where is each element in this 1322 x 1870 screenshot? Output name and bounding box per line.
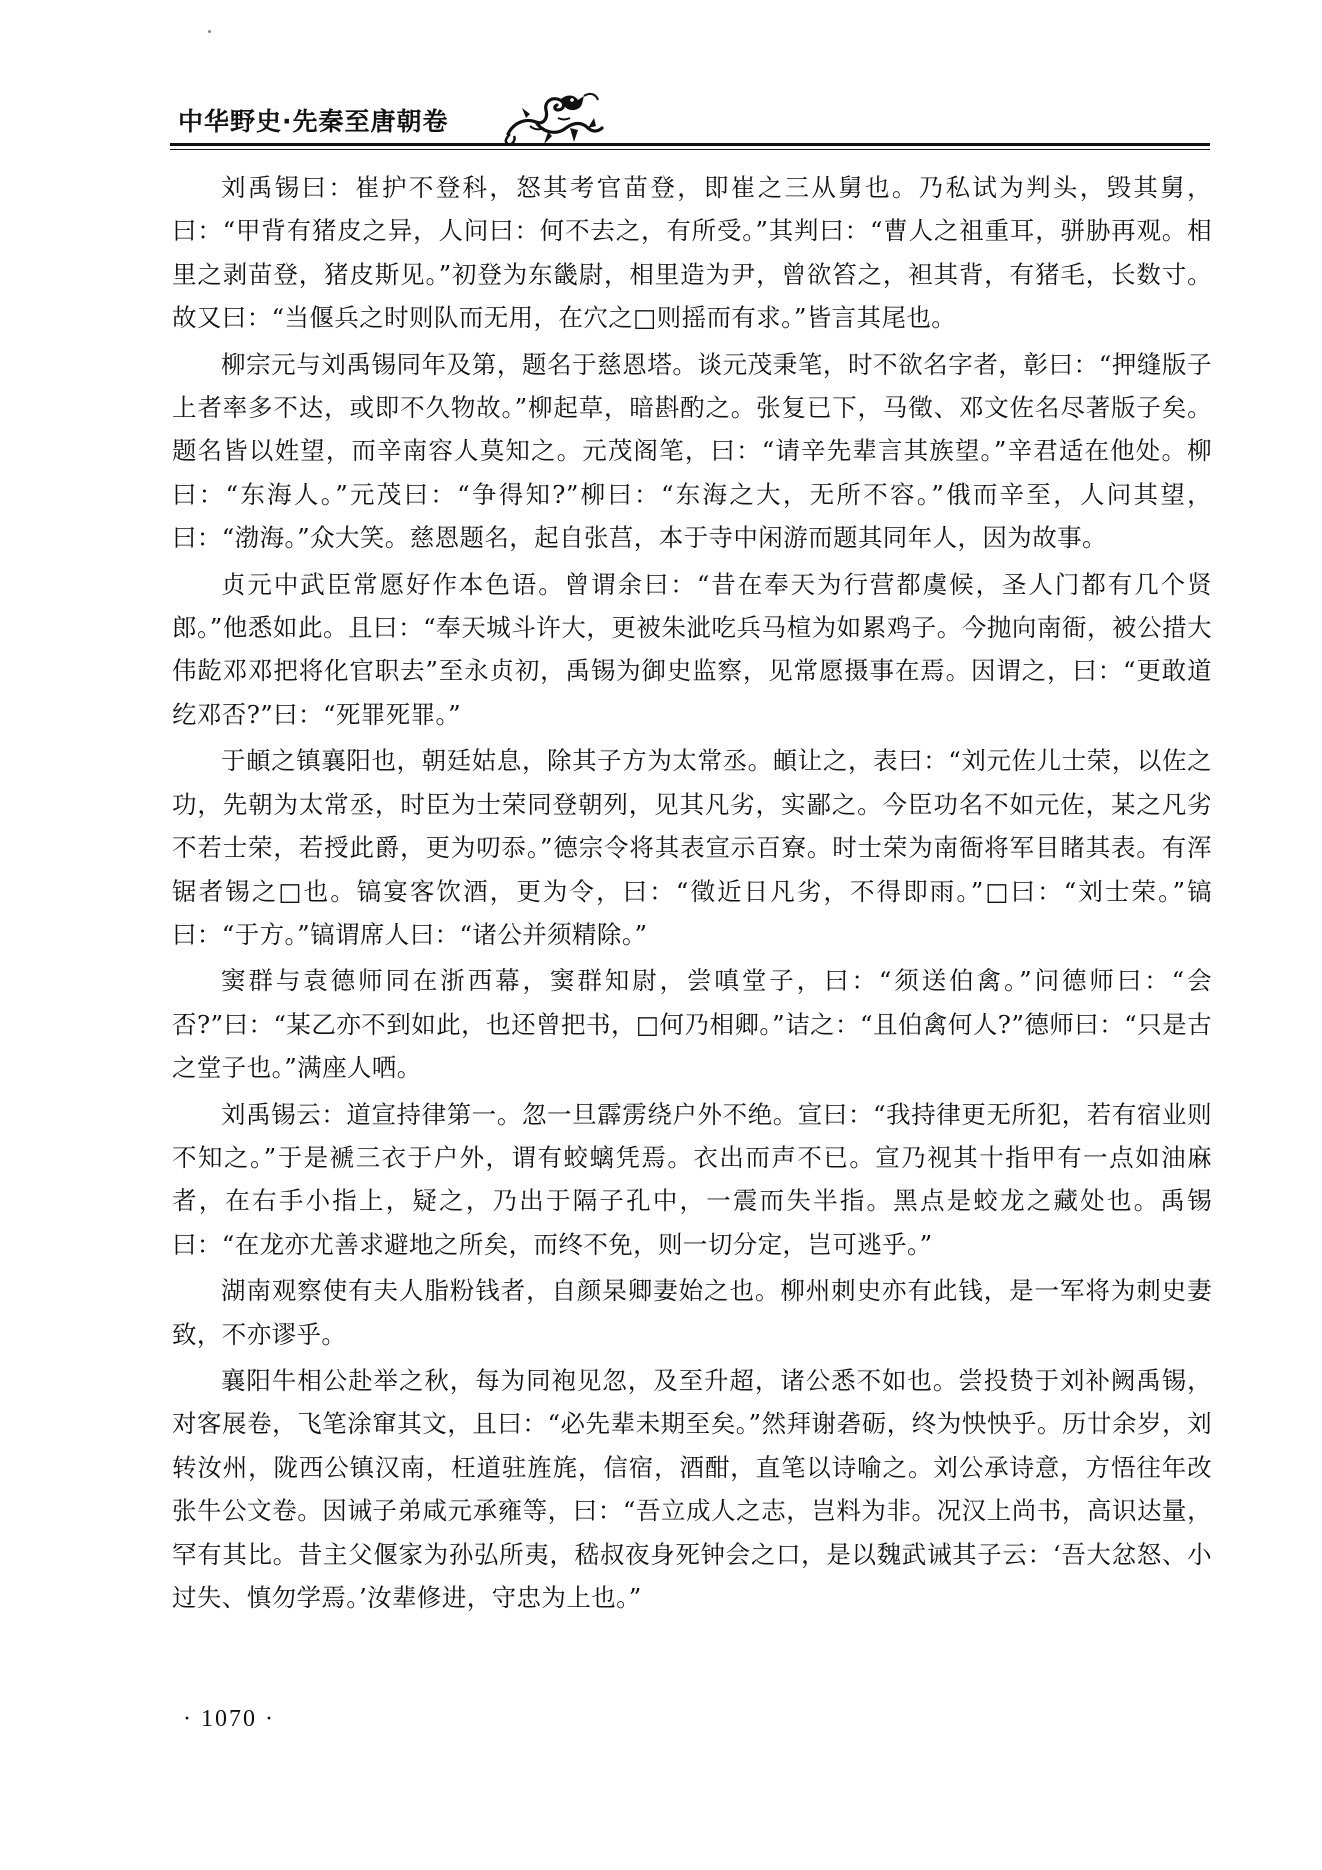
paragraph: 于頔之镇襄阳也，朝廷姑息，除其子方为太常丞。頔让之，表曰：“刘元佐儿士荣，以佐之功，先朝为太常丞，时臣为士荣同登朝列，见其凡劣，实鄙之。今臣功名不如元佐，某之凡劣不若士荣，若授此爵，更为叨忝。”德宗令将其表宣示百寮。时士荣为南衙将军目睹其表。有浑锯者锡之□也。镐宴客饮酒，更为令，曰：“徵近日凡劣，不得即雨。”□曰：“刘士荣。”镐曰：“于方。”镐谓席人曰：“诸公并须精除。” [172,746,1212,949]
paragraph: 湖南观察使有夫人脂粉钱者，自颜杲卿妻始之也。柳州刺史亦有此钱，是一军将为刺史妻致，不亦谬乎。 [172,1276,1212,1349]
header-divider [170,143,1210,146]
page-header [150,88,1210,148]
paragraph: 窦群与袁德师同在浙西幕，窦群知尉，尝嗔堂子，曰：“须送伯禽。”问德师曰：“会否?”曰：“某乙亦不到如此，也还曾把书，□何乃相卿。”诘之：“且伯禽何人?”德师曰：“只是古之堂子也。”满座人哂。 [172,966,1212,1083]
page-number: · 1070 · [183,1706,275,1732]
book-title: 中华野史·先秦至唐朝卷 [178,107,449,136]
paragraph: 贞元中武臣常愿好作本色语。曾谓余曰：“昔在奉天为行营都虞候，圣人门都有几个贤郎。”他悉如此。且曰：“奉天城斗许大，更被朱泚吃兵马楦为如累鸡子。今抛向南衙，被公措大伟龁邓邓把将化官职去”至永贞初，禹锡为御史监察，见常愿摄事在焉。因谓之，曰：“更敢道纥邓否?”曰：“死罪死罪。” [172,569,1212,729]
dragon-logo-icon [500,88,610,150]
paragraph: 刘禹锡云：道宣持律第一。忽一旦霹雳绕户外不绝。宣曰：“我持律更无所犯，若有宿业则不知之。”于是褫三衣于户外，谓有蛟螭凭焉。衣出而声不已。宣乃视其十指甲有一点如油麻者，在右手小指上，疑之，乃出于隔子孔中，一震而失半指。黑点是蛟龙之藏处也。禹锡曰：“在龙亦尤善求避地之所矣，而终不免，则一切分定，岂可逃乎。” [172,1099,1212,1259]
main-text [172,166,1212,1622]
paragraph: 柳宗元与刘禹锡同年及第，题名于慈恩塔。谈元茂秉笔，时不欲名字者，彰曰：“押缝版子上者率多不达，或即不久物故。”柳起草，暗斟酌之。张复已下，马徵、邓文佐名尽著版子矣。题名皆以姓望，而辛南容人莫知之。元茂阁笔，曰：“请辛先辈言其族望。”辛君适在他处。柳曰：“东海人。”元茂曰：“争得知?”柳曰：“东海之大，无所不容。”俄而辛至，人问其望，曰：“渤海。”众大笑。慈恩题名，起自张莒，本于寺中闲游而题其同年人，因为故事。 [172,349,1212,553]
scan-speck [208,30,211,33]
paragraph: 刘禹锡曰：崔护不登科，怒其考官苗登，即崔之三从舅也。乃私试为判头，毁其舅，曰：“甲背有猪皮之异，人问曰：何不去之，有所受。”其判曰：“曹人之祖重耳，骈胁再观。相里之剥苗登，猪皮斯见。”初登为东畿尉，相里造为尹，曾欲笞之，袒其背，有猪毛，长数寸。故又曰：“当偃兵之时则队而无用，在穴之□则摇而有求。”皆言其尾也。 [172,173,1212,333]
header-divider-thin [170,149,1210,150]
paragraph: 襄阳牛相公赴举之秋，每为同袍见忽，及至升超，诸公悉不如也。尝投贽于刘补阙禹锡，对客展卷，飞笔涂窜其文，且曰：“必先辈未期至矣。”然拜谢砻砺，终为怏怏乎。历廿余岁，刘转汝州，陇西公镇汉南，枉道驻旌旄，信宿，酒酣，直笔以诗喻之。刘公承诗意，方悟往年改张牛公文卷。因诫子弟咸元承雍等，曰：“吾立成人之志，岂料为非。况汉上尚书，高识达量，罕有其比。昔主父偃家为孙弘所夷，嵇叔夜身死钟会之口，是以魏武诫其子云：‘吾大忿怒、小过失、慎勿学焉。’汝辈修进，守忠为上也。” [172,1365,1212,1612]
